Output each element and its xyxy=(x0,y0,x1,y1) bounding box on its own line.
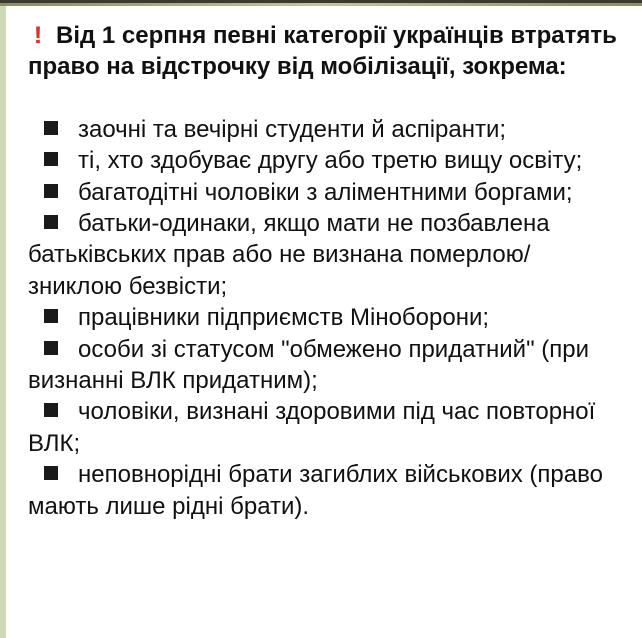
black-square-icon xyxy=(44,184,58,198)
message-heading xyxy=(28,20,624,83)
list-item xyxy=(28,396,624,459)
list-item-text: чоловіки, визнані здоровими під час повторної ВЛК; xyxy=(28,398,596,457)
list-item-text: багатодітні чоловіки з аліментними боргами; xyxy=(78,178,573,206)
list-item xyxy=(28,302,624,333)
black-square-icon xyxy=(44,215,58,229)
black-square-icon xyxy=(44,309,58,323)
list-item xyxy=(28,145,624,176)
message-text xyxy=(28,20,624,522)
list-item-text: особи зі статусом "обмежено придатний" (при визнанні ВЛК придатним); xyxy=(28,335,590,395)
list-item xyxy=(28,459,624,522)
list-item-text: заочні та вечірні студенти й аспіранти; xyxy=(78,115,507,143)
heading-text: Від 1 серпня певні категорії українців втратять право на відстрочку від мобілізації, зокрема: xyxy=(28,22,617,81)
black-square-icon xyxy=(44,121,58,135)
list-item-text: працівники підприємств Міноборони; xyxy=(78,304,490,332)
list-item-text: батьки-одинаки, якщо мати не позбавлена батьківських прав або не визнана померлою/зниклою безвісти; xyxy=(28,210,550,300)
list-item xyxy=(28,208,624,302)
list-item xyxy=(28,177,624,208)
black-square-icon xyxy=(44,466,58,480)
list-item-text: ті, хто здобуває другу або третю вищу освіту; xyxy=(78,147,583,175)
deferment-list xyxy=(28,114,624,522)
list-item xyxy=(28,114,624,145)
message-bubble[interactable] xyxy=(6,6,642,638)
black-square-icon xyxy=(44,403,58,417)
list-item xyxy=(28,334,624,397)
black-square-icon xyxy=(44,152,58,166)
black-square-icon xyxy=(44,341,58,355)
list-item-text: неповнорідні брати загиблих військових (право мають лише рідні брати). xyxy=(28,461,603,520)
exclamation-icon: ! xyxy=(33,22,43,49)
